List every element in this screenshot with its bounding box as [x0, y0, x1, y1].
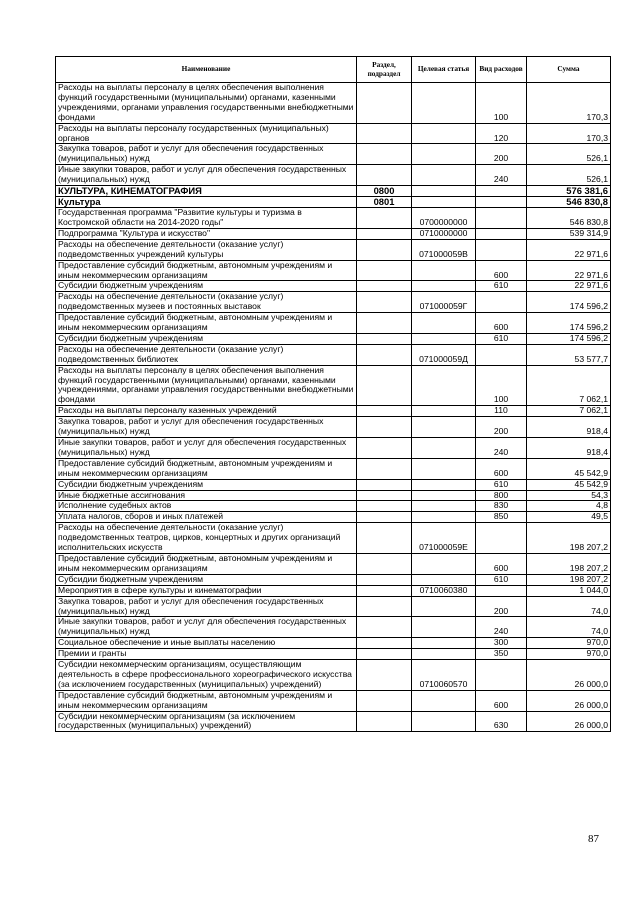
cell-article: 0710000000 — [412, 228, 476, 239]
cell-sum: 918,4 — [527, 438, 611, 459]
cell-expense-type: 100 — [476, 83, 527, 124]
cell-sum: 174 596,2 — [527, 333, 611, 344]
cell-expense-type — [476, 208, 527, 229]
table-row — [56, 123, 611, 144]
cell-sum: 26 000,0 — [527, 711, 611, 732]
cell-name: Субсидии бюджетным учреждениям — [56, 333, 357, 344]
cell-name: Расходы на выплаты персоналу государственных (муниципальных) органов — [56, 123, 357, 144]
cell-article: 071000059Д — [412, 344, 476, 365]
table-row — [56, 479, 611, 490]
cell-name: Иные бюджетные ассигнования — [56, 490, 357, 501]
table-row — [56, 574, 611, 585]
cell-expense-type: 200 — [476, 417, 527, 438]
table-row — [56, 711, 611, 732]
cell-section — [357, 417, 412, 438]
cell-article — [412, 617, 476, 638]
cell-name: Субсидии бюджетным учреждениям — [56, 574, 357, 585]
cell-section — [357, 660, 412, 691]
cell-expense-type: 610 — [476, 333, 527, 344]
table-row — [56, 417, 611, 438]
cell-article — [412, 260, 476, 281]
cell-expense-type: 600 — [476, 553, 527, 574]
cell-sum: 526,1 — [527, 165, 611, 186]
table-row — [56, 186, 611, 197]
cell-expense-type: 100 — [476, 365, 527, 406]
cell-sum: 546 830,8 — [527, 197, 611, 208]
cell-article — [412, 574, 476, 585]
table-row — [56, 512, 611, 523]
cell-expense-type — [476, 197, 527, 208]
cell-sum: 7 062,1 — [527, 365, 611, 406]
header-sum: Сумма — [527, 57, 611, 83]
cell-section — [357, 239, 412, 260]
cell-expense-type — [476, 292, 527, 313]
cell-expense-type: 610 — [476, 281, 527, 292]
cell-section — [357, 228, 412, 239]
table-row — [56, 83, 611, 124]
cell-sum: 45 542,9 — [527, 458, 611, 479]
cell-section — [357, 458, 412, 479]
cell-section — [357, 83, 412, 124]
cell-section — [357, 123, 412, 144]
cell-expense-type: 630 — [476, 711, 527, 732]
cell-section — [357, 574, 412, 585]
table-row — [56, 438, 611, 459]
cell-section — [357, 596, 412, 617]
cell-expense-type: 110 — [476, 406, 527, 417]
table-row — [56, 649, 611, 660]
cell-article: 0710060380 — [412, 585, 476, 596]
table-row — [56, 458, 611, 479]
cell-section — [357, 208, 412, 229]
cell-section — [357, 617, 412, 638]
cell-expense-type: 600 — [476, 313, 527, 334]
cell-expense-type: 610 — [476, 574, 527, 585]
cell-article — [412, 313, 476, 334]
cell-name: Предоставление субсидий бюджетным, автономным учреждениям и иным некоммерческим организациям — [56, 458, 357, 479]
cell-name: Закупка товаров, работ и услуг для обеспечения государственных (муниципальных) нужд — [56, 417, 357, 438]
table-row — [56, 553, 611, 574]
header-section: Раздел, подраздел — [357, 57, 412, 83]
cell-sum: 198 207,2 — [527, 523, 611, 554]
cell-article — [412, 417, 476, 438]
cell-section — [357, 501, 412, 512]
cell-article — [412, 186, 476, 197]
cell-sum: 22 971,6 — [527, 239, 611, 260]
cell-expense-type: 240 — [476, 438, 527, 459]
cell-name: Премии и гранты — [56, 649, 357, 660]
cell-sum: 4,8 — [527, 501, 611, 512]
cell-section — [357, 406, 412, 417]
cell-section — [357, 512, 412, 523]
cell-sum: 174 596,2 — [527, 292, 611, 313]
cell-article — [412, 438, 476, 459]
cell-article — [412, 596, 476, 617]
cell-sum: 198 207,2 — [527, 553, 611, 574]
cell-section — [357, 165, 412, 186]
table-row — [56, 292, 611, 313]
cell-name: Расходы на выплаты персоналу в целях обеспечения выполнения функций государственными (муниципальными) органами, казенными учреждениями, органами управления государственными внебюджетными фондами — [56, 365, 357, 406]
cell-name: Мероприятия в сфере культуры и кинематографии — [56, 585, 357, 596]
table-row — [56, 260, 611, 281]
cell-name: Исполнение судебных актов — [56, 501, 357, 512]
cell-section — [357, 260, 412, 281]
cell-sum: 74,0 — [527, 617, 611, 638]
cell-article — [412, 458, 476, 479]
cell-sum: 198 207,2 — [527, 574, 611, 585]
cell-sum: 174 596,2 — [527, 313, 611, 334]
cell-expense-type — [476, 228, 527, 239]
cell-sum: 53 577,7 — [527, 344, 611, 365]
table-row — [56, 638, 611, 649]
cell-section — [357, 144, 412, 165]
table-row — [56, 239, 611, 260]
cell-section — [357, 649, 412, 660]
cell-name: Закупка товаров, работ и услуг для обеспечения государственных (муниципальных) нужд — [56, 596, 357, 617]
table-row — [56, 617, 611, 638]
table-row — [56, 585, 611, 596]
cell-expense-type — [476, 660, 527, 691]
table-row — [56, 208, 611, 229]
cell-section — [357, 292, 412, 313]
cell-name: Субсидии некоммерческим организациям (за исключением государственных (муниципальных) учреждений) — [56, 711, 357, 732]
cell-sum: 1 044,0 — [527, 585, 611, 596]
cell-expense-type: 240 — [476, 165, 527, 186]
cell-sum: 22 971,6 — [527, 260, 611, 281]
table-row — [56, 197, 611, 208]
table-row — [56, 228, 611, 239]
cell-expense-type: 200 — [476, 144, 527, 165]
cell-expense-type: 200 — [476, 596, 527, 617]
cell-article: 071000059Г — [412, 292, 476, 313]
table-row — [56, 344, 611, 365]
cell-expense-type: 830 — [476, 501, 527, 512]
cell-name: Социальное обеспечение и иные выплаты населению — [56, 638, 357, 649]
cell-sum: 526,1 — [527, 144, 611, 165]
cell-article — [412, 690, 476, 711]
cell-article — [412, 123, 476, 144]
table-row — [56, 281, 611, 292]
table-row — [56, 660, 611, 691]
cell-name: Предоставление субсидий бюджетным, автономным учреждениям и иным некоммерческим организациям — [56, 260, 357, 281]
cell-expense-type — [476, 344, 527, 365]
cell-sum: 170,3 — [527, 83, 611, 124]
header-expense-type: Вид расходов — [476, 57, 527, 83]
header-article: Целевая статья — [412, 57, 476, 83]
cell-section — [357, 690, 412, 711]
cell-name: Подпрограмма "Культура и искусство" — [56, 228, 357, 239]
cell-name: Государственная программа "Развитие культуры и туризма в Костромской области на 2014-2020 годы" — [56, 208, 357, 229]
cell-article — [412, 553, 476, 574]
cell-sum: 26 000,0 — [527, 690, 611, 711]
table-row — [56, 596, 611, 617]
cell-expense-type: 120 — [476, 123, 527, 144]
cell-name: КУЛЬТУРА, КИНЕМАТОГРАФИЯ — [56, 186, 357, 197]
cell-section — [357, 585, 412, 596]
cell-name: Расходы на выплаты персоналу казенных учреждений — [56, 406, 357, 417]
cell-sum: 970,0 — [527, 649, 611, 660]
cell-expense-type: 240 — [476, 617, 527, 638]
cell-name: Иные закупки товаров, работ и услуг для обеспечения государственных (муниципальных) нужд — [56, 438, 357, 459]
cell-expense-type: 800 — [476, 490, 527, 501]
cell-expense-type: 610 — [476, 479, 527, 490]
table-row — [56, 406, 611, 417]
cell-section — [357, 638, 412, 649]
cell-section — [357, 523, 412, 554]
cell-sum: 170,3 — [527, 123, 611, 144]
cell-article — [412, 333, 476, 344]
cell-name: Культура — [56, 197, 357, 208]
cell-name: Расходы на обеспечение деятельности (оказание услуг) подведомственных библиотек — [56, 344, 357, 365]
cell-section — [357, 711, 412, 732]
cell-article: 0700000000 — [412, 208, 476, 229]
table-header-row — [56, 57, 611, 83]
cell-expense-type: 600 — [476, 458, 527, 479]
cell-expense-type: 300 — [476, 638, 527, 649]
cell-name: Расходы на обеспечение деятельности (оказание услуг) подведомственных учреждений культуры — [56, 239, 357, 260]
table-row — [56, 523, 611, 554]
cell-name: Расходы на обеспечение деятельности (оказание услуг) подведомственных музеев и постоянных выставок — [56, 292, 357, 313]
table-row — [56, 490, 611, 501]
cell-section — [357, 438, 412, 459]
cell-article — [412, 281, 476, 292]
table-body — [56, 83, 611, 732]
cell-article — [412, 83, 476, 124]
cell-article: 071000059В — [412, 239, 476, 260]
table-row — [56, 501, 611, 512]
cell-article — [412, 165, 476, 186]
cell-sum: 918,4 — [527, 417, 611, 438]
cell-sum: 49,5 — [527, 512, 611, 523]
cell-sum: 54,3 — [527, 490, 611, 501]
cell-article — [412, 501, 476, 512]
cell-expense-type — [476, 239, 527, 260]
cell-article — [412, 144, 476, 165]
cell-name: Иные закупки товаров, работ и услуг для обеспечения государственных (муниципальных) нужд — [56, 165, 357, 186]
cell-article — [412, 479, 476, 490]
cell-section: 0800 — [357, 186, 412, 197]
table-row — [56, 365, 611, 406]
cell-sum: 45 542,9 — [527, 479, 611, 490]
cell-expense-type: 350 — [476, 649, 527, 660]
cell-expense-type: 850 — [476, 512, 527, 523]
cell-sum: 970,0 — [527, 638, 611, 649]
cell-sum: 576 381,6 — [527, 186, 611, 197]
table-row — [56, 313, 611, 334]
cell-name: Расходы на выплаты персоналу в целях обеспечения выполнения функций государственными (муниципальными) органами, казенными учреждениями, органами управления государственными внебюджетными фондами — [56, 83, 357, 124]
cell-sum: 7 062,1 — [527, 406, 611, 417]
cell-name: Субсидии бюджетным учреждениям — [56, 281, 357, 292]
header-name: Наименование — [56, 57, 357, 83]
page-number: 87 — [588, 833, 599, 845]
cell-section — [357, 553, 412, 574]
cell-sum: 26 000,0 — [527, 660, 611, 691]
table-row — [56, 333, 611, 344]
cell-article: 0710060570 — [412, 660, 476, 691]
cell-article — [412, 649, 476, 660]
cell-article — [412, 365, 476, 406]
cell-expense-type — [476, 186, 527, 197]
cell-name: Расходы на обеспечение деятельности (оказание услуг) подведомственных театров, цирков, концертных и других организаций исполнительских искусств — [56, 523, 357, 554]
table-row — [56, 144, 611, 165]
cell-sum: 539 314,9 — [527, 228, 611, 239]
cell-name: Предоставление субсидий бюджетным, автономным учреждениям и иным некоммерческим организациям — [56, 553, 357, 574]
cell-sum: 74,0 — [527, 596, 611, 617]
cell-sum: 546 830,8 — [527, 208, 611, 229]
cell-article — [412, 490, 476, 501]
cell-name: Предоставление субсидий бюджетным, автономным учреждениям и иным некоммерческим организациям — [56, 313, 357, 334]
cell-article — [412, 512, 476, 523]
table-row — [56, 165, 611, 186]
cell-sum: 22 971,6 — [527, 281, 611, 292]
cell-section — [357, 344, 412, 365]
cell-article — [412, 197, 476, 208]
cell-name: Предоставление субсидий бюджетным, автономным учреждениям и иным некоммерческим организациям — [56, 690, 357, 711]
cell-section — [357, 365, 412, 406]
cell-name: Уплата налогов, сборов и иных платежей — [56, 512, 357, 523]
cell-name: Субсидии бюджетным учреждениям — [56, 479, 357, 490]
cell-article: 071000059Е — [412, 523, 476, 554]
cell-name: Субсидии некоммерческим организациям, осуществляющим деятельность в сфере профессионального хореографического искусства (за исключением государственных (муниципальных) учреждений) — [56, 660, 357, 691]
cell-section — [357, 490, 412, 501]
budget-table — [55, 56, 611, 732]
cell-expense-type — [476, 585, 527, 596]
cell-section — [357, 479, 412, 490]
cell-article — [412, 406, 476, 417]
cell-expense-type — [476, 523, 527, 554]
cell-section — [357, 333, 412, 344]
cell-article — [412, 711, 476, 732]
cell-name: Закупка товаров, работ и услуг для обеспечения государственных (муниципальных) нужд — [56, 144, 357, 165]
cell-section: 0801 — [357, 197, 412, 208]
cell-article — [412, 638, 476, 649]
cell-expense-type: 600 — [476, 690, 527, 711]
table-row — [56, 690, 611, 711]
cell-section — [357, 313, 412, 334]
cell-section — [357, 281, 412, 292]
cell-expense-type: 600 — [476, 260, 527, 281]
cell-name: Иные закупки товаров, работ и услуг для обеспечения государственных (муниципальных) нужд — [56, 617, 357, 638]
